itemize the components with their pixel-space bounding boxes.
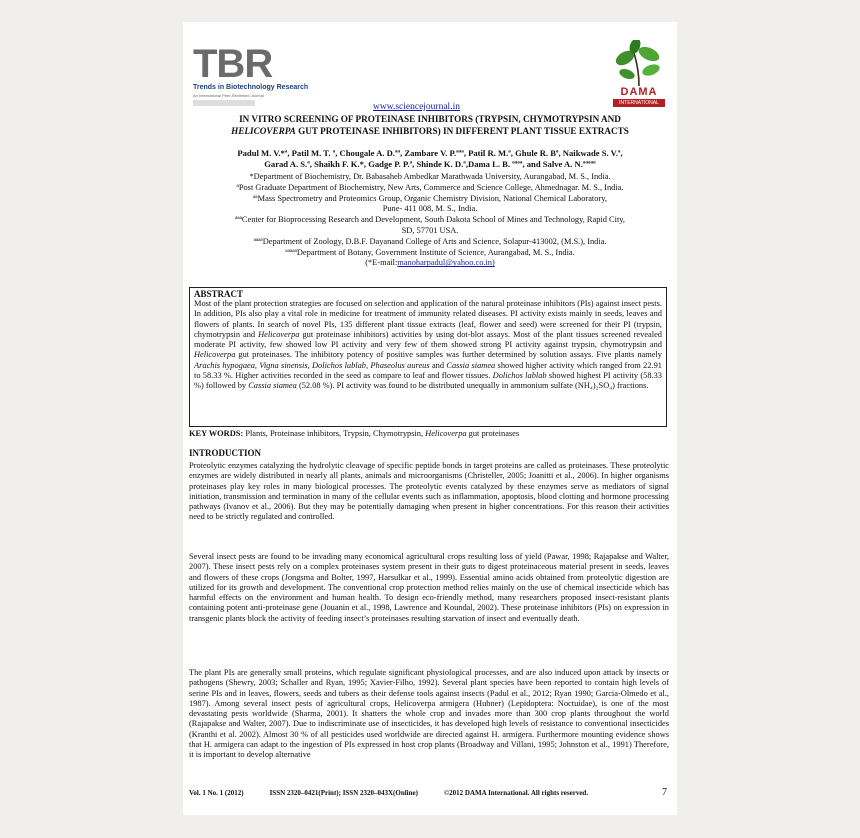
abstract-segment: showed higher activity which ranged from 22.91 to 58.33 %. Higher activities recorded in the seed as compare to leaf and flower tissues.	[194, 360, 662, 380]
abstract-italic: Arachis hypogaea, Vigna sinensis, Dolichos lablab, Phaseolus aureus	[194, 360, 430, 370]
title-line-1: IN VITRO SCREENING OF PROTEINASE INHIBITORS (TRYPSIN, CHYMOTRYPSIN AND	[239, 114, 621, 124]
abstract-italic: Dolichos lablab	[492, 370, 547, 380]
introduction-heading: INTRODUCTION	[189, 448, 262, 458]
journal-url-link[interactable]: www.sciencejournal.in	[373, 102, 460, 112]
authors-line-1: Padul M. V.*ª, Patil M. T. ª, Chougale A. D.ªª, Zambare V. P.ªªª, Patil R. M.ª, Ghule R. Bª, Naikwade S. V.ª,	[237, 148, 623, 158]
keywords-line	[189, 429, 519, 439]
affiliation-line: *Department of Biochemistry, Dr. Babasaheb Ambedkar Marathwada University, Aurangabad, M. S., India.	[249, 172, 611, 181]
title-line-2-rest: GUT PROTEINASE INHIBITORS) IN DIFFERENT PLANT TISSUE EXTRACTS	[295, 125, 629, 136]
affiliation-line: ªPost Graduate Department of Biochemistry, New Arts, Commerce and Science College, Ahmednagar. M. S., India.	[236, 182, 624, 192]
leaf-icon	[613, 40, 665, 88]
tbr-logo-bar	[193, 100, 255, 106]
affiliation-line: ªªMass Spectrometry and Proteomics Group, Organic Chemistry Division, National Chemical Laboratory,	[253, 193, 607, 203]
affiliation-line: ªªªªDepartment of Zoology, D.B.F. Dayanand College of Arts and Science, Solapur-413002, (M.S.), India.	[253, 236, 607, 246]
email-prefix: (*E-mail:	[365, 258, 398, 268]
keywords-text: Plants, Proteinase inhibitors, Trypsin, Chymotrypsin,	[243, 429, 426, 438]
abstract-box	[189, 287, 667, 427]
footer-volume: Vol. 1 No. 1 (2012)	[189, 789, 244, 797]
paper-page	[183, 22, 677, 815]
affiliation-line: ªªªCenter for Bioprocessing Research and Development, South Dakota School of Mines and Technology, Rapid City,	[234, 215, 626, 225]
page-footer	[189, 787, 673, 798]
paper-title	[183, 114, 677, 137]
abstract-segment: and	[429, 360, 447, 370]
tbr-logo-text: TBR	[193, 42, 273, 86]
abstract-segment: showed highest PI activity (58.33 %) followed by	[194, 370, 662, 391]
abstract-segment: (52.08 %). PI activity was found to be distributed unequally in ammonium sulfate (NH₄)₂SO₄) fractions.	[296, 381, 649, 391]
affiliation-line: ªªªªªDepartment of Botany, Government Institute of Science, Aurangabad, M. S., India.	[285, 247, 575, 257]
introduction-paragraph-1: Proteolytic enzymes catalyzing the hydrolytic cleavage of specific peptide bonds in target proteins are called as proteinases. These proteolytic enzymes are widely distributed in nearly all plants, animals and microorganisms (Christeller, 2005; Joanitti et al., 2006). In higher organisms proteinases play key roles in many biological processes. The proteolytic events catalyzed by these enzymes serve as mediators of signal initiation, transmission and termination in many of the cellular events such as inflammation, apoptosis, blood clotting and hormone processing pathways (Ivanov et al., 2006). But they may be potentially damaging when present in higher concentrations. For this reason their activities need to be strictly regulated and controlled.	[189, 461, 669, 522]
abstract-italic: Helicoverpa	[258, 329, 300, 339]
dama-international-logo	[613, 40, 665, 112]
affiliation-line: Pune- 411 008, M. S., India.	[382, 204, 478, 214]
author-list	[183, 148, 677, 170]
dama-logo-subtitle: INTERNATIONAL	[613, 99, 665, 107]
abstract-italic: Cassia siamea	[248, 381, 297, 391]
abstract-text	[194, 299, 662, 391]
tbr-logo-subtitle: Trends in Biotechnology Research	[193, 84, 309, 91]
abstract-italic: Helicoverpa	[194, 350, 236, 360]
introduction-paragraph-3: The plant PIs are generally small proteins, which regulate significant physiological processes, and are also induced upon attack by insects or pathogens (Shewry, 2003; Schaller and Ryan, 1995; Xavier-Filho, 1992). Several plant species have been reported to contain high levels of serine PIs and in leaves, flowers, seeds and tubers as their defense tools against insects (Padul et al., 2012; Ryan 1990; Garcia-Olmedo et al., 1987). Among several insect pests of agricultural crops, Helicoverpa armigera (Hubner) (Lepidoptera: Noctuidae), is one of the most devastating pests worldwide (Sharma, 2001). It shatters the whole crop and invades more than 300 crop plants throughout the world (Rajapakse and Walter, 2007). Due to indiscriminate use of insecticides, it has developed high levels of resistance to conventional insecticides (Kranthi et al. 2002). Almost 30 % of all pesticides used worldwide are directed against H. armigera. Furthermore mounting evidence shows that H. armigera can adapt to the ingestion of PIs expressed in host crop plants (Broadway and Villani, 1995; Johnston et al., 1991) Therefore, it is important to develop alternative	[189, 668, 669, 760]
title-italic-genus: HELICOVERPA	[231, 125, 296, 136]
affiliations	[183, 172, 677, 269]
dama-logo-text: DAMA	[620, 86, 658, 98]
keywords-label: KEY WORDS:	[189, 429, 244, 438]
affiliation-line: SD, 57701 USA.	[401, 225, 459, 235]
abstract-segment: gut proteinase inhibitors) activities by using dot-blot assays. Most of the plant tissues screened revealed moderate PI activity, few showed low PI activity and very few of them showed strong PI activity against trypsin, chymotrypsin and	[194, 329, 662, 350]
page-number: 7	[662, 787, 667, 798]
footer-copyright: ©2012 DAMA International. All rights reserved.	[443, 789, 589, 797]
abstract-italic: Cassia siamea	[446, 360, 496, 370]
abstract-heading: ABSTRACT	[194, 289, 244, 299]
tbr-logo-tagline: An International Peer-Reviewed Journal	[193, 93, 264, 98]
abstract-segment: Most of the plant protection strategies are focused on selection and application of the natural proteinase inhibitors (PIs) against insect pests. In addition, PIs also play a vital role in medicine for treatment of immunity related diseases. PI activity exists mainly in seeds, leaves and flowers of plants. In search of novel PIs, 135 different plant tissue extracts (leaf, flower and seed) were screened for their PI (trypsin, chymotrypsin and	[194, 299, 662, 339]
authors-line-2: Garad A. S.ª, Shaikh F. K.*, Gadge P. P.ª, Shinde K. D.ª,Dama L. B. ªªªª, and Salve A. N.ªªªªª	[264, 159, 596, 169]
keywords-italic: Helicoverpa	[425, 429, 467, 438]
email-line	[183, 258, 677, 269]
email-link[interactable]: manoharpadul@yahoo.co.in)	[397, 258, 495, 268]
introduction-paragraph-2: Several insect pests are found to be invading many economical agricultural crops resulting loss of yield (Pawar, 1998; Rajapakse and Walter, 2007). These insect pests rely on a complex proteinases system present in their guts to digest proteinaceous material present in seeds, leaves and flowers of these crops (Jongsma and Bolter, 1997, Harsulkar et al., 1999). Essential amino acids obtained from proteolytic digestion are utilized for its growth and development. The conventional crop protection method relies mainly on the use of chemical insecticide which has harmful effects on the environment and human health. To design eco-friendly method, many researchers proposed insect-resistant plants containing potent anti-proteinase gene (Jouanin et al., 1998, Lawrence and Koundal, 2002). These proteinase inhibitors (PIs) on expression in transgenic plants block the activity of feeding insect’s proteinases resulting starvation of insect and eventually death.	[189, 552, 669, 623]
tbr-journal-logo	[193, 42, 309, 112]
title-line-2	[183, 126, 677, 138]
keywords-tail: gut proteinases	[466, 429, 520, 438]
footer-issn: ISSN 2320–0421(Print); ISSN 2320–043X(Online)	[269, 789, 418, 797]
abstract-segment: gut proteinases. The inhibitory potency of positive samples was further determined by solution assays. Five plants namely	[235, 350, 662, 360]
